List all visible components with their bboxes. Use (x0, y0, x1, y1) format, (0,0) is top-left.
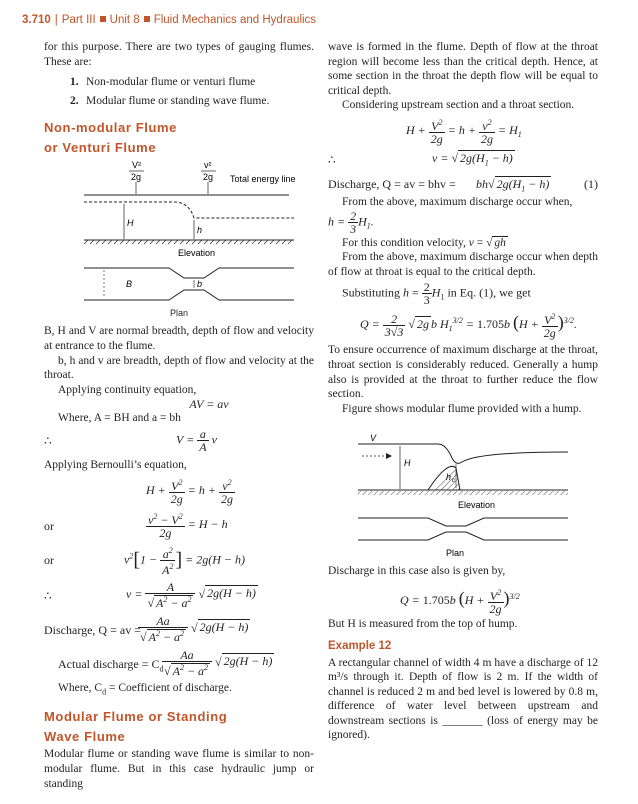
paragraph-figure-shows: Figure shows modular flume provided with a hump. (342, 402, 582, 415)
chapter-label: Fluid Mechanics and Hydraulics (153, 14, 317, 26)
svg-text:h: h (446, 472, 452, 483)
svg-text:V²: V² (132, 160, 141, 171)
equation-Q-hump: Q = 1.705b (H + $\frac{V^2}{2g}$ )$^{3/2}$ (400, 587, 520, 616)
svg-text:Elevation: Elevation (458, 500, 496, 511)
paragraph-continuity: Applying continuity equation, (58, 383, 197, 396)
equation-v: ∴ v = $\frac{A}{√ A^2 - a^2}$ √ 2g(H − h) (44, 579, 256, 610)
svg-text:v²: v² (204, 160, 212, 171)
paragraph-considering: Considering upstream section and a throat section. (342, 99, 575, 112)
svg-text:Elevation: Elevation (178, 248, 216, 259)
paragraph-where-cd: Where, $C_d$ = Coefficient of discharge. (58, 681, 232, 696)
svg-text:2g: 2g (131, 172, 142, 183)
paragraph-top-of-hump: But H is measured from the top of hump. (328, 617, 518, 630)
equation-throat-v: ∴ v = √ $2g(H_1 - h)$ (328, 150, 513, 168)
equation-continuity: AV = av (189, 397, 229, 412)
paragraph-modular: Modular flume or standing wave flume is similar to non-modular flume. But in this case hydraulic jump or standing (44, 748, 314, 790)
section-heading-modular: Modular Flume or Standing Wave Flume (44, 709, 228, 745)
equation-discharge: Discharge, Q = av = $\frac{Aa}{√ A^2 - a^2}$ √ 2g(H − h) (44, 613, 249, 644)
equation-actual-discharge: Actual discharge = $C_d$ $\frac{Aa}{√ A^2 - a^2}$ √ 2g(H − h) (58, 647, 273, 678)
equation-1: Discharge, Q = av = bhv = bh√ $2g(H_1 - h)$ (1) (328, 176, 598, 194)
svg-text:Total energy line: Total energy line (230, 174, 296, 185)
left-column (44, 40, 314, 791)
square-bullet-icon (100, 16, 106, 22)
svg-text:V: V (370, 433, 377, 444)
svg-text:2g: 2g (203, 172, 214, 183)
paragraph-max-discharge: From the above, maximum discharge occur when, (342, 195, 573, 208)
paragraph-discharge-also: Discharge in this case also is given by, (328, 565, 506, 578)
equation-substituting: Substituting h = $\frac{2}{3}$ $H_1$ in Eq. (1), we get (342, 280, 531, 308)
fig1-plan-label: Plan (169, 308, 188, 319)
equation-bernoulli: H + $\frac{V^2}{2g}$ = h + $\frac{v^2}{2g}$ (146, 477, 233, 506)
running-header: 3.710 | Part III Unit 8 Fluid Mechanics and Hydraulics (22, 14, 317, 26)
paragraph-hump: To ensure occurrence of maximum discharge at the throat, throat section is considerably reduced. Generally a hump also is provided at the throat to further reduce the flow section. (328, 344, 598, 401)
section-heading-nonmodular: Non-modular Flume or Venturi Flume (44, 120, 177, 156)
svg-text:Plan: Plan (446, 548, 465, 559)
equation-Q-max: Q = $\frac{2}{3√3}$ √ 2g b $H_1^{3/2} = 1.705b$ (H + $\frac{V^2}{2g}$ )$^{3/2}$. (360, 311, 577, 341)
equation-bracket: or $v^2[1$ − $\frac{a^2}{A^2}$ ] = 2g(H − h) (44, 545, 245, 577)
example-heading: Example 12 (328, 639, 392, 652)
intro-paragraph: for this purpose. There are two types of gauging flumes. These are: (44, 41, 314, 68)
svg-text:H: H (127, 218, 134, 229)
paragraph-where: Where, A = BH and a = bh (58, 412, 181, 425)
equation-energy: H + $\frac{V^2}{2g}$ = h + $\frac{v^2}{2g}$ = $H_1$ (406, 117, 522, 146)
paragraph-wave: wave is formed in the flume. Depth of flow at the throat region will become less than the critical depth. Hence, at some section in the throat the depth flow will be equal to critical depth. (328, 41, 598, 97)
nonmodular-flume-figure (44, 158, 314, 310)
paragraph-bernoulli: Applying Bernoulli’s equation, (44, 458, 187, 471)
svg-text:H: H (404, 458, 411, 469)
unit-label: Unit 8 (109, 14, 140, 26)
right-column (328, 40, 598, 743)
modular-flume-figure (328, 416, 598, 564)
svg-text:c: c (452, 478, 455, 485)
paragraph-B: B, H and V are normal breadth, depth of flow and velocity at entrance to the flume. (44, 325, 314, 352)
equation-v2-minus-V2: or $\frac{v^2 - V^2}{2g}$ = H − h (44, 511, 228, 540)
list-item: 2. Modular flume or standing wave flume. (70, 94, 270, 107)
paragraph-example: A rectangular channel of width 4 m have a discharge of 12 m³/s through it. Depth of flow is 2 m. If the width of channel is reduced 2 m and bed level is lowered by 0.8 m, difference of water level between upstream and downstream sections is _______ (loss of energy may be ignored). (328, 656, 598, 742)
list-item: 1. Non-modular flume or venturi flume (70, 76, 256, 89)
part-label: Part III (61, 14, 96, 26)
page-number: 3.710 (22, 14, 51, 26)
svg-text:h: h (197, 225, 203, 236)
svg-text:B: B (126, 279, 133, 290)
svg-text:b: b (197, 279, 203, 290)
paragraph-b: b, h and v are breadth, depth of flow and velocity at the throat. (44, 354, 314, 382)
equation-h-two-thirds: h = $\frac{2}{3}$ $H_1$. (328, 208, 374, 236)
paragraph-velocity: For this condition velocity, v = √ gh (342, 236, 506, 249)
equation-V: ∴ V = $\frac{a}{A}$ v (44, 426, 217, 454)
paragraph-critical-depth: From the above, maximum discharge occur when depth of flow at throat is equal to the critical depth. (328, 251, 598, 278)
square-bullet-icon (144, 16, 150, 22)
